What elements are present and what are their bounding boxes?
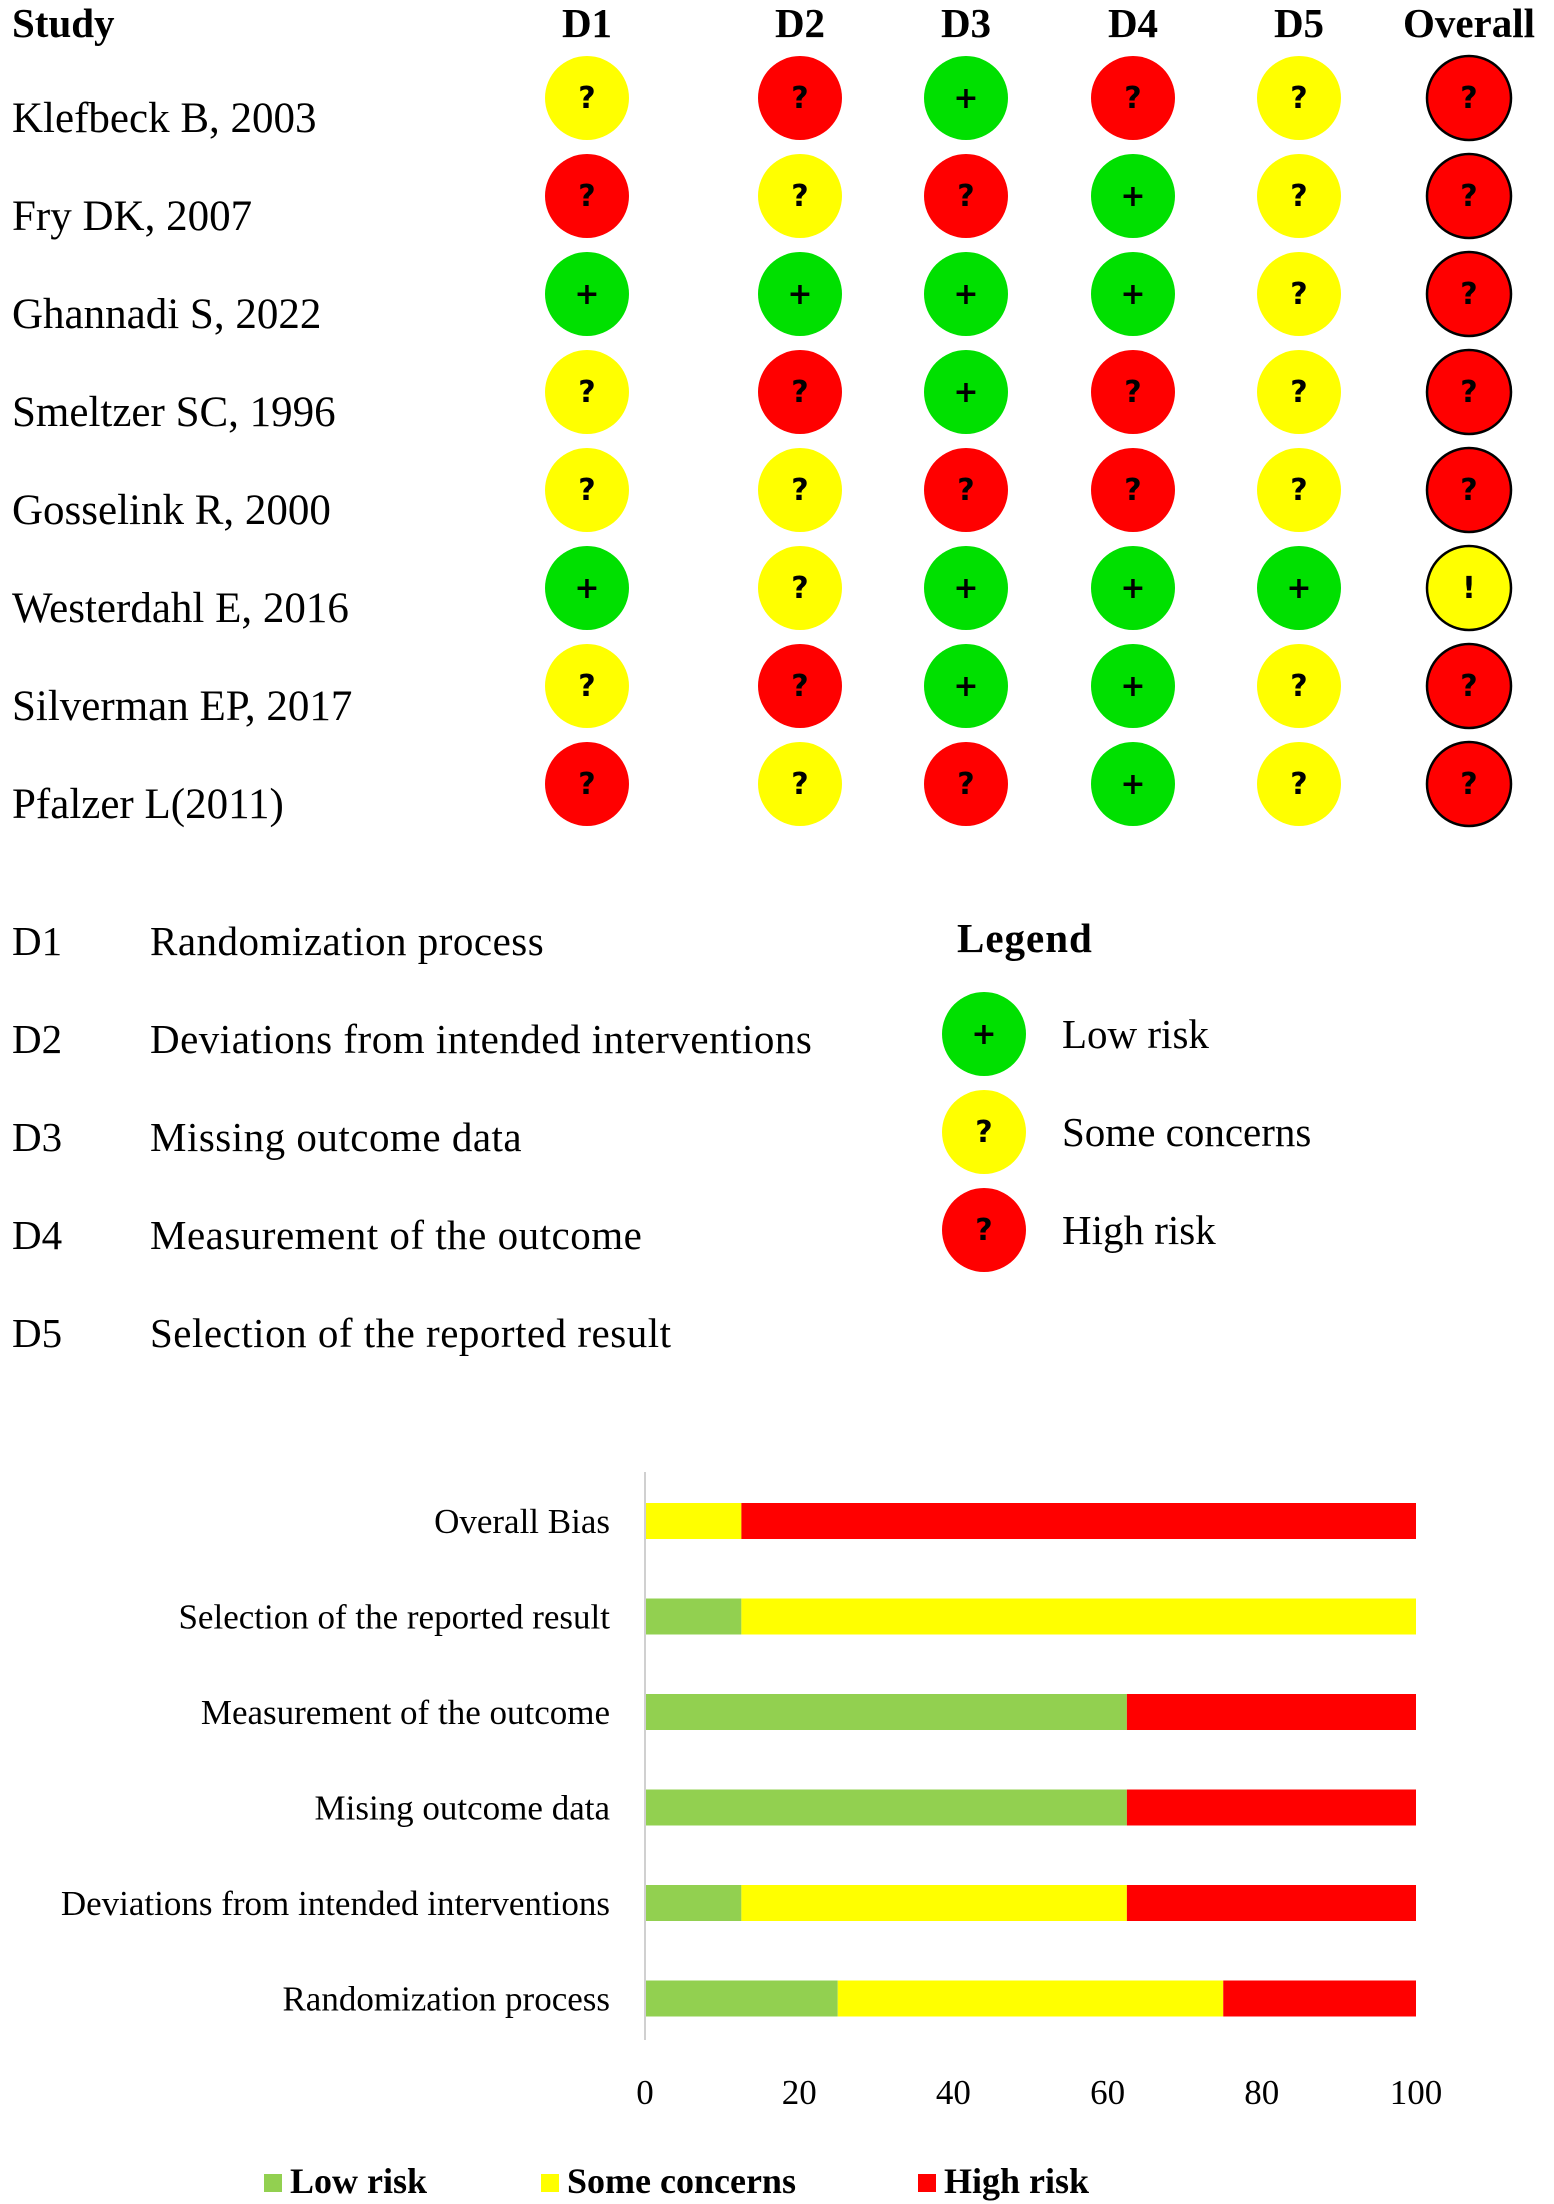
stacked-bars bbox=[645, 1503, 1416, 2017]
domain-key-item bbox=[12, 1212, 642, 1258]
study-name: Westerdahl E, 2016 bbox=[12, 585, 349, 632]
bar-legend-swatch bbox=[541, 2174, 559, 2192]
bar-segment-some-concerns bbox=[645, 1503, 741, 1539]
bar-segment-high-risk bbox=[741, 1503, 1416, 1539]
table-row bbox=[12, 742, 1511, 828]
legend-item-low bbox=[942, 992, 1209, 1076]
domain-key-item bbox=[12, 1114, 522, 1160]
legend-symbol: ? bbox=[975, 1115, 993, 1150]
domain-code: D4 bbox=[12, 1212, 63, 1258]
rating-symbol: + bbox=[953, 81, 979, 116]
rating-symbol: ? bbox=[1460, 277, 1478, 312]
column-header-d4: D4 bbox=[1107, 0, 1159, 46]
rating-symbol: + bbox=[574, 571, 600, 606]
rating-symbol: ? bbox=[1460, 767, 1478, 802]
bar-legend-swatch bbox=[918, 2174, 936, 2192]
rating-symbol: ? bbox=[791, 669, 809, 704]
x-tick-label: 20 bbox=[781, 2073, 817, 2112]
rating-symbol: + bbox=[953, 669, 979, 704]
rating-symbol: ? bbox=[1460, 81, 1478, 116]
domain-key-item bbox=[12, 1310, 672, 1356]
rating-symbol: ? bbox=[578, 669, 596, 704]
study-name: Pfalzer L(2011) bbox=[12, 781, 284, 828]
domain-key bbox=[12, 918, 812, 1356]
rating-symbol: ! bbox=[1462, 571, 1476, 606]
rating-symbol: + bbox=[1120, 767, 1146, 802]
rating-symbol: ? bbox=[1460, 375, 1478, 410]
legend-item-high bbox=[942, 1188, 1216, 1272]
domain-code: D1 bbox=[12, 918, 63, 964]
rating-symbol: ? bbox=[578, 179, 596, 214]
domain-code: D3 bbox=[12, 1114, 63, 1160]
summary-bar-chart bbox=[61, 1472, 1442, 2201]
rating-symbol: ? bbox=[957, 179, 975, 214]
study-column-header: Study bbox=[12, 0, 115, 46]
table-row bbox=[12, 546, 1511, 632]
category-label-mising-outcome-data: Mising outcome data bbox=[314, 1788, 610, 1828]
bar-legend-item-some-concerns bbox=[541, 2161, 796, 2201]
rating-symbol: ? bbox=[791, 81, 809, 116]
x-tick-label: 40 bbox=[935, 2073, 971, 2112]
domain-description: Randomization process bbox=[150, 918, 545, 964]
legend-items bbox=[942, 992, 1311, 1272]
bar-segment-some-concerns bbox=[741, 1885, 1127, 1921]
rating-symbol: ? bbox=[791, 767, 809, 802]
legend-title: Legend bbox=[957, 915, 1093, 961]
study-name: Fry DK, 2007 bbox=[12, 193, 253, 240]
domain-description: Missing outcome data bbox=[150, 1114, 523, 1160]
rating-symbol: ? bbox=[1124, 473, 1142, 508]
traffic-light-plot bbox=[12, 0, 1535, 828]
bar-legend-label: Low risk bbox=[290, 2161, 428, 2201]
rating-symbol: ? bbox=[1460, 669, 1478, 704]
legend-label: Low risk bbox=[1062, 1011, 1209, 1057]
column-header-d2: D2 bbox=[774, 0, 826, 46]
table-row bbox=[12, 154, 1511, 240]
x-tick-label: 60 bbox=[1090, 2073, 1126, 2112]
bar-segment-low-risk bbox=[645, 1694, 1127, 1730]
rating-symbol: ? bbox=[1290, 179, 1308, 214]
table-row bbox=[12, 252, 1511, 338]
rating-symbol: + bbox=[1120, 179, 1146, 214]
rating-symbol: ? bbox=[578, 375, 596, 410]
legend-item-some bbox=[942, 1090, 1311, 1174]
study-name: Silverman EP, 2017 bbox=[12, 683, 353, 730]
rating-symbol: ? bbox=[578, 767, 596, 802]
legend-symbol: + bbox=[971, 1017, 997, 1052]
rating-symbol: ? bbox=[791, 179, 809, 214]
bar-segment-low-risk bbox=[645, 1599, 741, 1635]
study-rows bbox=[12, 56, 1511, 828]
bar-segment-low-risk bbox=[645, 1885, 741, 1921]
legend-symbol: ? bbox=[975, 1213, 993, 1248]
rating-symbol: + bbox=[1120, 277, 1146, 312]
legend-label: Some concerns bbox=[1062, 1109, 1312, 1155]
rating-symbol: + bbox=[574, 277, 600, 312]
x-tick-label: 80 bbox=[1244, 2073, 1280, 2112]
x-tick-label: 100 bbox=[1389, 2073, 1443, 2112]
rating-symbol: ? bbox=[791, 473, 809, 508]
rating-symbol: ? bbox=[1290, 277, 1308, 312]
study-name: Klefbeck B, 2003 bbox=[12, 95, 317, 142]
bar-segment-high-risk bbox=[1127, 1885, 1416, 1921]
category-label-selection-of-the-reported-result: Selection of the reported result bbox=[178, 1597, 610, 1637]
bar-segment-high-risk bbox=[1223, 1981, 1416, 2017]
bar-legend-label: High risk bbox=[944, 2161, 1090, 2201]
category-label-measurement-of-the-outcome: Measurement of the outcome bbox=[200, 1693, 610, 1732]
study-name: Smeltzer SC, 1996 bbox=[12, 389, 336, 436]
rating-symbol: + bbox=[953, 571, 979, 606]
rating-symbol: + bbox=[1120, 571, 1146, 606]
domain-description: Selection of the reported result bbox=[150, 1310, 672, 1356]
rating-symbol: ? bbox=[1124, 375, 1142, 410]
rating-symbol: ? bbox=[1290, 767, 1308, 802]
rating-symbol: ? bbox=[1290, 473, 1308, 508]
bar-legend-item-low-risk bbox=[264, 2161, 427, 2201]
legend-label: High risk bbox=[1062, 1207, 1216, 1253]
category-labels bbox=[61, 1502, 611, 2019]
bar-segment-low-risk bbox=[645, 1790, 1127, 1826]
rating-symbol: ? bbox=[957, 473, 975, 508]
study-name: Gosselink R, 2000 bbox=[12, 487, 331, 534]
bar-legend-item-high-risk bbox=[918, 2161, 1089, 2201]
x-tick-label: 0 bbox=[636, 2073, 654, 2112]
bar-legend-swatch bbox=[264, 2174, 282, 2192]
rating-symbol: + bbox=[1120, 669, 1146, 704]
table-row bbox=[12, 448, 1511, 534]
column-header-d3: D3 bbox=[940, 0, 992, 46]
bar-legend-label: Some concerns bbox=[567, 2161, 796, 2201]
table-row bbox=[12, 350, 1511, 436]
bar-chart-legend bbox=[264, 2161, 1089, 2201]
traffic-light-legend bbox=[942, 915, 1311, 1272]
study-name: Ghannadi S, 2022 bbox=[12, 291, 322, 338]
rating-symbol: + bbox=[1286, 571, 1312, 606]
rating-symbol: ? bbox=[1290, 375, 1308, 410]
rating-symbol: ? bbox=[578, 81, 596, 116]
bar-segment-some-concerns bbox=[741, 1599, 1416, 1635]
rating-symbol: ? bbox=[1290, 669, 1308, 704]
domain-code: D2 bbox=[12, 1016, 63, 1062]
domain-description: Deviations from intended interventions bbox=[150, 1016, 813, 1062]
bar-segment-some-concerns bbox=[838, 1981, 1224, 2017]
rating-symbol: ? bbox=[791, 375, 809, 410]
rating-symbol: ? bbox=[1460, 473, 1478, 508]
category-label-randomization-process: Randomization process bbox=[282, 1979, 610, 2019]
bar-segment-high-risk bbox=[1127, 1790, 1416, 1826]
column-header-overall: Overall bbox=[1402, 0, 1536, 46]
column-header-d5: D5 bbox=[1273, 0, 1325, 46]
domain-key-item bbox=[12, 918, 544, 964]
x-tick-labels bbox=[636, 2073, 1442, 2112]
category-label-overall-bias: Overall Bias bbox=[434, 1502, 610, 1541]
rating-symbol: ? bbox=[791, 571, 809, 606]
rating-symbol: + bbox=[953, 277, 979, 312]
domain-key-item bbox=[12, 1016, 812, 1062]
domain-column-headers bbox=[562, 0, 1535, 46]
bar-segment-low-risk bbox=[645, 1981, 838, 2017]
rating-symbol: ? bbox=[578, 473, 596, 508]
category-label-deviations-from-intended-interventions: Deviations from intended interventions bbox=[60, 1884, 610, 1923]
table-row bbox=[12, 56, 1511, 142]
rating-symbol: ? bbox=[1124, 81, 1142, 116]
domain-description: Measurement of the outcome bbox=[150, 1212, 643, 1258]
bar-segment-high-risk bbox=[1127, 1694, 1416, 1730]
rating-symbol: ? bbox=[957, 767, 975, 802]
rating-symbol: + bbox=[953, 375, 979, 410]
rating-symbol: + bbox=[787, 277, 813, 312]
table-row bbox=[12, 644, 1511, 730]
column-header-d1: D1 bbox=[561, 0, 613, 46]
rating-symbol: ? bbox=[1290, 81, 1308, 116]
domain-code: D5 bbox=[12, 1310, 63, 1356]
rating-symbol: ? bbox=[1460, 179, 1478, 214]
